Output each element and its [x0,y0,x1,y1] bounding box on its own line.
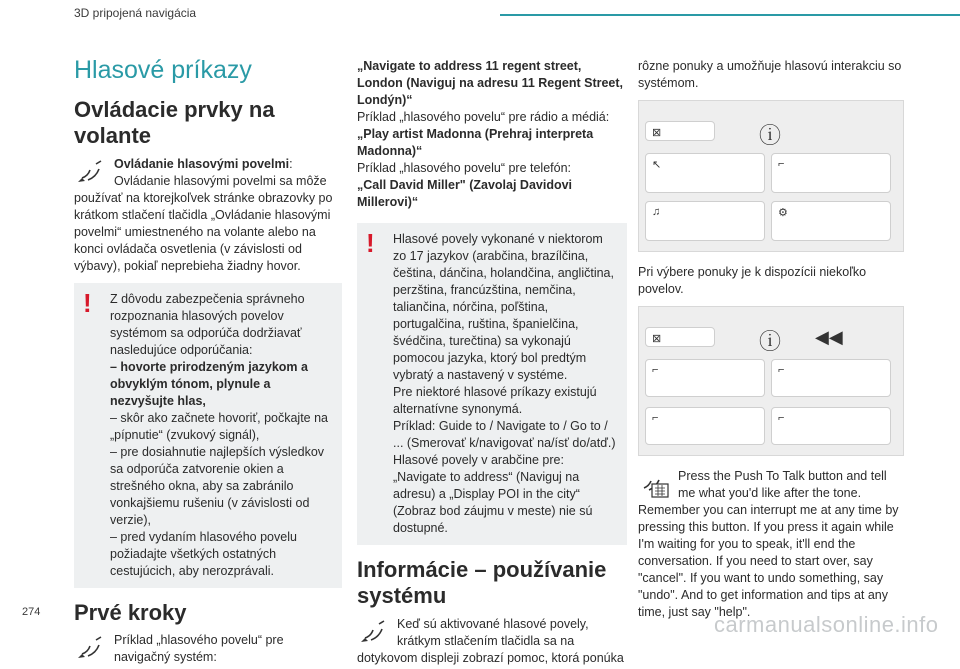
example-media: „Play artist Madonna (Prehraj interpreta Madonna)“ [357,127,594,158]
push-to-talk-paragraph [638,468,904,621]
example-navigation: „Navigate to address 11 regent street, London (Naviguj na adresu 11 Regent Street, Londýn)“ [357,59,624,107]
phone-menu-tile [771,153,891,193]
warning-item: – pre dosiahnutie najlepších výsledkov sa odporúča zatvorenie okien a strešného okna, aby sa zabránilo vonkajšiemu rušeniu (v závislosti od verzie), [110,444,325,527]
close-help-button [645,327,715,347]
section-title: Hlasové príkazy [74,56,252,84]
voice-command-icon [357,616,393,650]
navigation-icon: ↖ [652,159,662,171]
commands-screen-illustration [638,306,904,456]
voice-control-desc: : Ovládanie hlasovými povelmi sa môže používať na ktorejkoľvek stránke obrazovky po krátkom stlačení tlačidla „Ovládanie hlasovými povelmi“ umiestneného na volante alebo na konci ovládača osvetlenia (v závislosti od výbavy), pokiaľ neprebieha žiadny hovor. [74,156,333,273]
help-screen-illustration [638,100,904,252]
settings-menu-tile [771,201,891,241]
command-tile [771,407,891,445]
command-tile [645,359,765,397]
voice-control-term: Ovládanie hlasovými povelmi [114,156,290,171]
info-icon: ⓘ [759,123,782,148]
menu-intro-text: rôzne ponuky a umožňuje hlasovú interakciu so systémom. [638,59,902,90]
system-info-text: Keď sú aktivované hlasové povely, krátkym stlačením tlačidla sa na dotykovom displeji zobrazí pomoc, ktorá ponúka [357,616,624,665]
arabic-note: Hlasové povely v arabčine pre: „Navigate to address“ (Naviguj na adresu) a „Display POI in the city“ (Zobraz bod záujmu v meste) nie sú dostupné. [393,453,593,535]
column-2 [357,58,627,667]
gear-icon: ⚙ [778,207,788,219]
system-info-paragraph [357,616,627,667]
header-rule [500,14,960,16]
synonyms-example: Príklad: Guide to / Navigate to / Go to / ... (Smerovať k/navigovať na/ísť do/atď.) [393,419,616,450]
navigation-menu-tile [645,153,765,193]
voice-command-icon [74,632,110,666]
heading-steering-controls: Ovládacie prvky na volante [74,97,275,149]
back-icon: ◀◀ [815,327,843,347]
voice-command-icon [74,156,110,190]
voice-icon: ⌐ [652,412,659,424]
close-help-button [645,121,715,141]
command-tile [771,359,891,397]
warning-item: – skôr ako začnete hovoriť, počkajte na „pípnutie“ (zvukový signál), [110,410,329,442]
command-tile [645,407,765,445]
close-icon: ⊠ [652,127,662,139]
voice-keypad-icon [638,468,674,502]
music-icon: ♫ [652,206,661,218]
language-note: Hlasové povely vykonané v niektorom zo 17 jazykov (arabčina, brazílčina, čeština, dánčina, holandčina, angličtina, perzština, francúzština, nemčina, taliančina, nórčina, poľština, portugalčina, ruština, španielčina, švédčina, turečtina) sa vykonajú pomocou jazyka, ktorý bol predtým vybratý a nastavený v systéme. [393,232,614,382]
warning-item: – hovorte prirodzeným jazykom a obvyklým tónom, plynule a nezvyšujte hlas, [110,359,308,408]
synonyms-note: Pre niektoré hlasové príkazy existujú alternatívne synonymá. [393,385,597,416]
heading-first-steps: Prvé kroky [74,599,187,625]
media-menu-tile [645,201,765,241]
info-icon: ⓘ [759,329,782,354]
warning-icon: ! [83,287,92,318]
voice-control-paragraph [74,156,342,275]
push-to-talk-text: Press the Push To Talk button and tell me what you'd like after the tone. Remember you can interrupt me at any time by pressing this button. If you press it again while I'm waiting for you to speak, it'll end the conversation. If you need to start over, say "cancel". If you want to undo something, say "undo". And to get information and tips at any time, just say "help". [638,469,899,619]
example-phone: „Call David Miller" (Zavolaj Davidovi Millerovi)“ [357,178,573,209]
watermark: carmanualsonline.info [714,612,939,637]
first-steps-text: Príklad „hlasového povelu“ pre navigačný systém: [114,633,284,665]
recommendation-box [74,283,342,588]
warning-intro: Z dôvodu zabezpečenia správneho rozpoznania hlasových povelov systémom sa odporúča dodržiavať nasledujúce odporúčania: [110,291,305,357]
warning-icon: ! [366,228,375,258]
voice-icon: ⌐ [778,158,785,170]
voice-icon: ⌐ [778,412,785,424]
first-steps-paragraph [74,632,342,666]
page-number: 274 [22,606,41,618]
running-header: 3D pripojená navigácia [74,6,197,20]
voice-icon: ⌐ [778,364,785,376]
commands-text: Pri výbere ponuky je k dispozícii niekoľko povelov. [638,265,867,296]
example-lead: Príklad „hlasového povelu“ pre telefón: [357,161,572,175]
voice-icon: ⌐ [652,364,659,376]
column-3 [638,58,904,621]
language-note-box [357,223,627,545]
warning-item: – pred vydaním hlasového povelu požiadajte všetkých ostatných cestujúcich, aby nerozprávali. [110,529,297,578]
heading-system-info: Informácie – používanie systému [357,557,607,609]
example-lead: Príklad „hlasového povelu“ pre rádio a médiá: [357,110,610,124]
column-1 [74,46,342,666]
close-icon: ⊠ [652,333,662,345]
